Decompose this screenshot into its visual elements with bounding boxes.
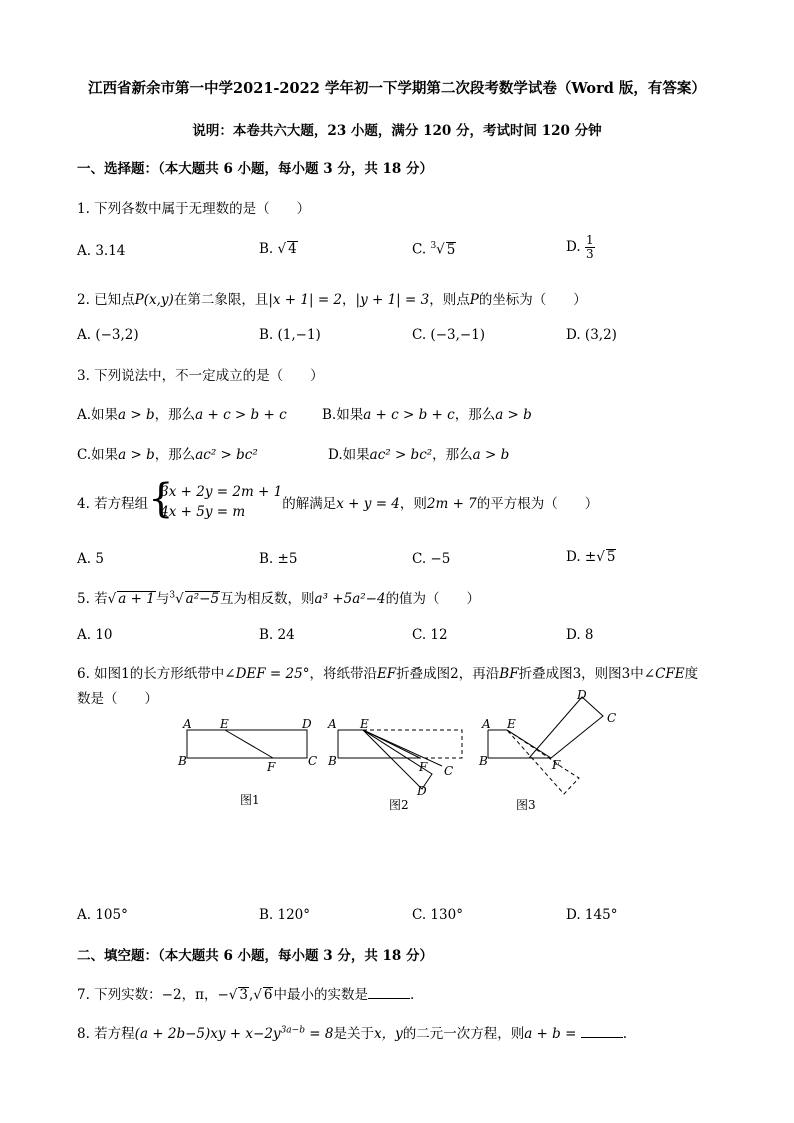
q6-option-d: D. 145°	[566, 907, 618, 923]
fig1-label-b: B	[178, 754, 187, 768]
q6-option-b: B. 120°	[259, 907, 311, 923]
q4-option-a: A. 5	[77, 551, 104, 567]
question-6-stem-line2: 数是（ ）	[77, 691, 158, 707]
q6-option-c: C. 130°	[412, 907, 463, 923]
fig3-label-e: E	[507, 717, 516, 731]
fig2-label-b: B	[328, 754, 337, 768]
question-2-stem: 2. 已知点P(x,y)在第二象限，且|x + 1| = 2，|y + 1| = 3，则点P的坐标为（ ）	[77, 292, 587, 308]
question-6-stem-line1: 6. 如图1的长方形纸带中∠DEF = 25°，将纸带沿EF折叠成图2，再沿BF折叠成图3，则图3中∠CFE度	[77, 666, 699, 682]
fig1-label-c: C	[308, 754, 318, 768]
fig3-dashed-flap	[507, 730, 579, 794]
section-fill-in-blank: 二、填空题：（本大题共 6 小题，每小题 3 分，共 18 分）	[77, 948, 434, 964]
q1-option-b: B. √ 4	[259, 241, 297, 257]
q3-option-c: C.如果a > b，那么ac² > bc²	[77, 447, 258, 463]
q2-option-c: C. (−3,−1)	[412, 327, 486, 343]
fig3-label-a: A	[482, 717, 491, 731]
question-4-stem: 4. 若方程组 { 3x + 2y = 2m + 1 4x + 5y = m 的解满足x + y = 4，则2m + 7的平方根为（ ）	[77, 476, 599, 522]
q7-answer-blank[interactable]	[368, 986, 410, 999]
q5-option-c: C. 12	[412, 627, 448, 643]
exam-instructions: 说明：本卷共六大题，23 小题，满分 120 分，考试时间 120 分钟	[192, 123, 602, 139]
q3-option-d: D.如果ac² > bc²，那么a > b	[328, 447, 510, 463]
q6-folding-figures	[170, 685, 640, 815]
q5-option-a: A. 10	[77, 627, 113, 643]
fig2-label-a: A	[328, 717, 337, 731]
q2-option-a: A. (−3,2)	[77, 327, 139, 343]
fig1-label-f: F	[267, 760, 276, 774]
fig2-label-e: E	[360, 717, 369, 731]
document-title: 江西省新余市第一中学2021-2022 学年初一下学期第二次段考数学试卷（Word 版，有答案）	[88, 80, 706, 97]
fig2-label-c: C	[444, 764, 454, 778]
fig1-label-e: E	[220, 717, 229, 731]
fig2-label-d: D	[417, 784, 427, 798]
q3-option-a: A.如果a > b，那么a + c > b + c	[77, 407, 287, 423]
q4-option-d: D. ±√ 5	[566, 549, 616, 565]
q5-option-d: D. 8	[566, 627, 594, 643]
fig3-label-d: D	[577, 688, 587, 702]
q2-option-b: B. (1,−1)	[259, 327, 321, 343]
q5-option-b: B. 24	[259, 627, 295, 643]
q1-option-c: C. $^3$√ 5	[412, 241, 456, 258]
q6-option-a: A. 105°	[77, 907, 128, 923]
fig1-crease-ef	[225, 730, 273, 758]
question-8-stem: 8. 若方程$(a + 2b-5)xy + x-2y^{3a-b} = 8$是关于x，y的二元一次方程，则a + b = .	[77, 1025, 627, 1042]
fig2-label-f: F	[419, 760, 428, 774]
equation-system: { 3x + 2y = 2m + 1 4x + 5y = m	[148, 476, 283, 522]
q4-option-b: B. ±5	[259, 551, 298, 567]
fig3-label-c: C	[607, 711, 617, 725]
q2-option-d: D. (3,2)	[566, 327, 617, 343]
fig1-label-a: A	[183, 717, 192, 731]
question-5-stem: 5. 若√ a + 1与$^3$√ a²−5互为相反数，则a³ +5a²−4的值为（ ）	[77, 590, 481, 607]
fig1-label-d: D	[302, 717, 312, 731]
fig1-rectangle	[187, 730, 307, 758]
q8-answer-blank[interactable]	[581, 1025, 623, 1038]
q4-option-c: C. −5	[412, 551, 451, 567]
fig3-label-b: B	[479, 754, 488, 768]
figure-1-caption: 图1	[240, 793, 260, 807]
q3-option-b: B.如果a + c > b + c，那么a > b	[322, 407, 532, 423]
q1-option-a: A. 3.14	[77, 243, 126, 259]
figure-2-caption: 图2	[389, 798, 409, 812]
q1-option-d: D. $\frac{1}{3}$	[566, 233, 594, 262]
fig3-folded-strip	[529, 697, 603, 758]
figure-3-caption: 图3	[516, 798, 536, 812]
section-multiple-choice: 一、选择题：（本大题共 6 小题，每小题 3 分，共 18 分）	[77, 161, 434, 177]
question-1-stem: 1. 下列各数中属于无理数的是（ ）	[77, 201, 311, 217]
question-3-stem: 3. 下列说法中，不一定成立的是（ ）	[77, 368, 324, 384]
fig3-label-f: F	[552, 758, 561, 772]
question-7-stem: 7. 下列实数：−2，π，−√ 3,√ 6中最小的实数是 .	[77, 987, 415, 1003]
